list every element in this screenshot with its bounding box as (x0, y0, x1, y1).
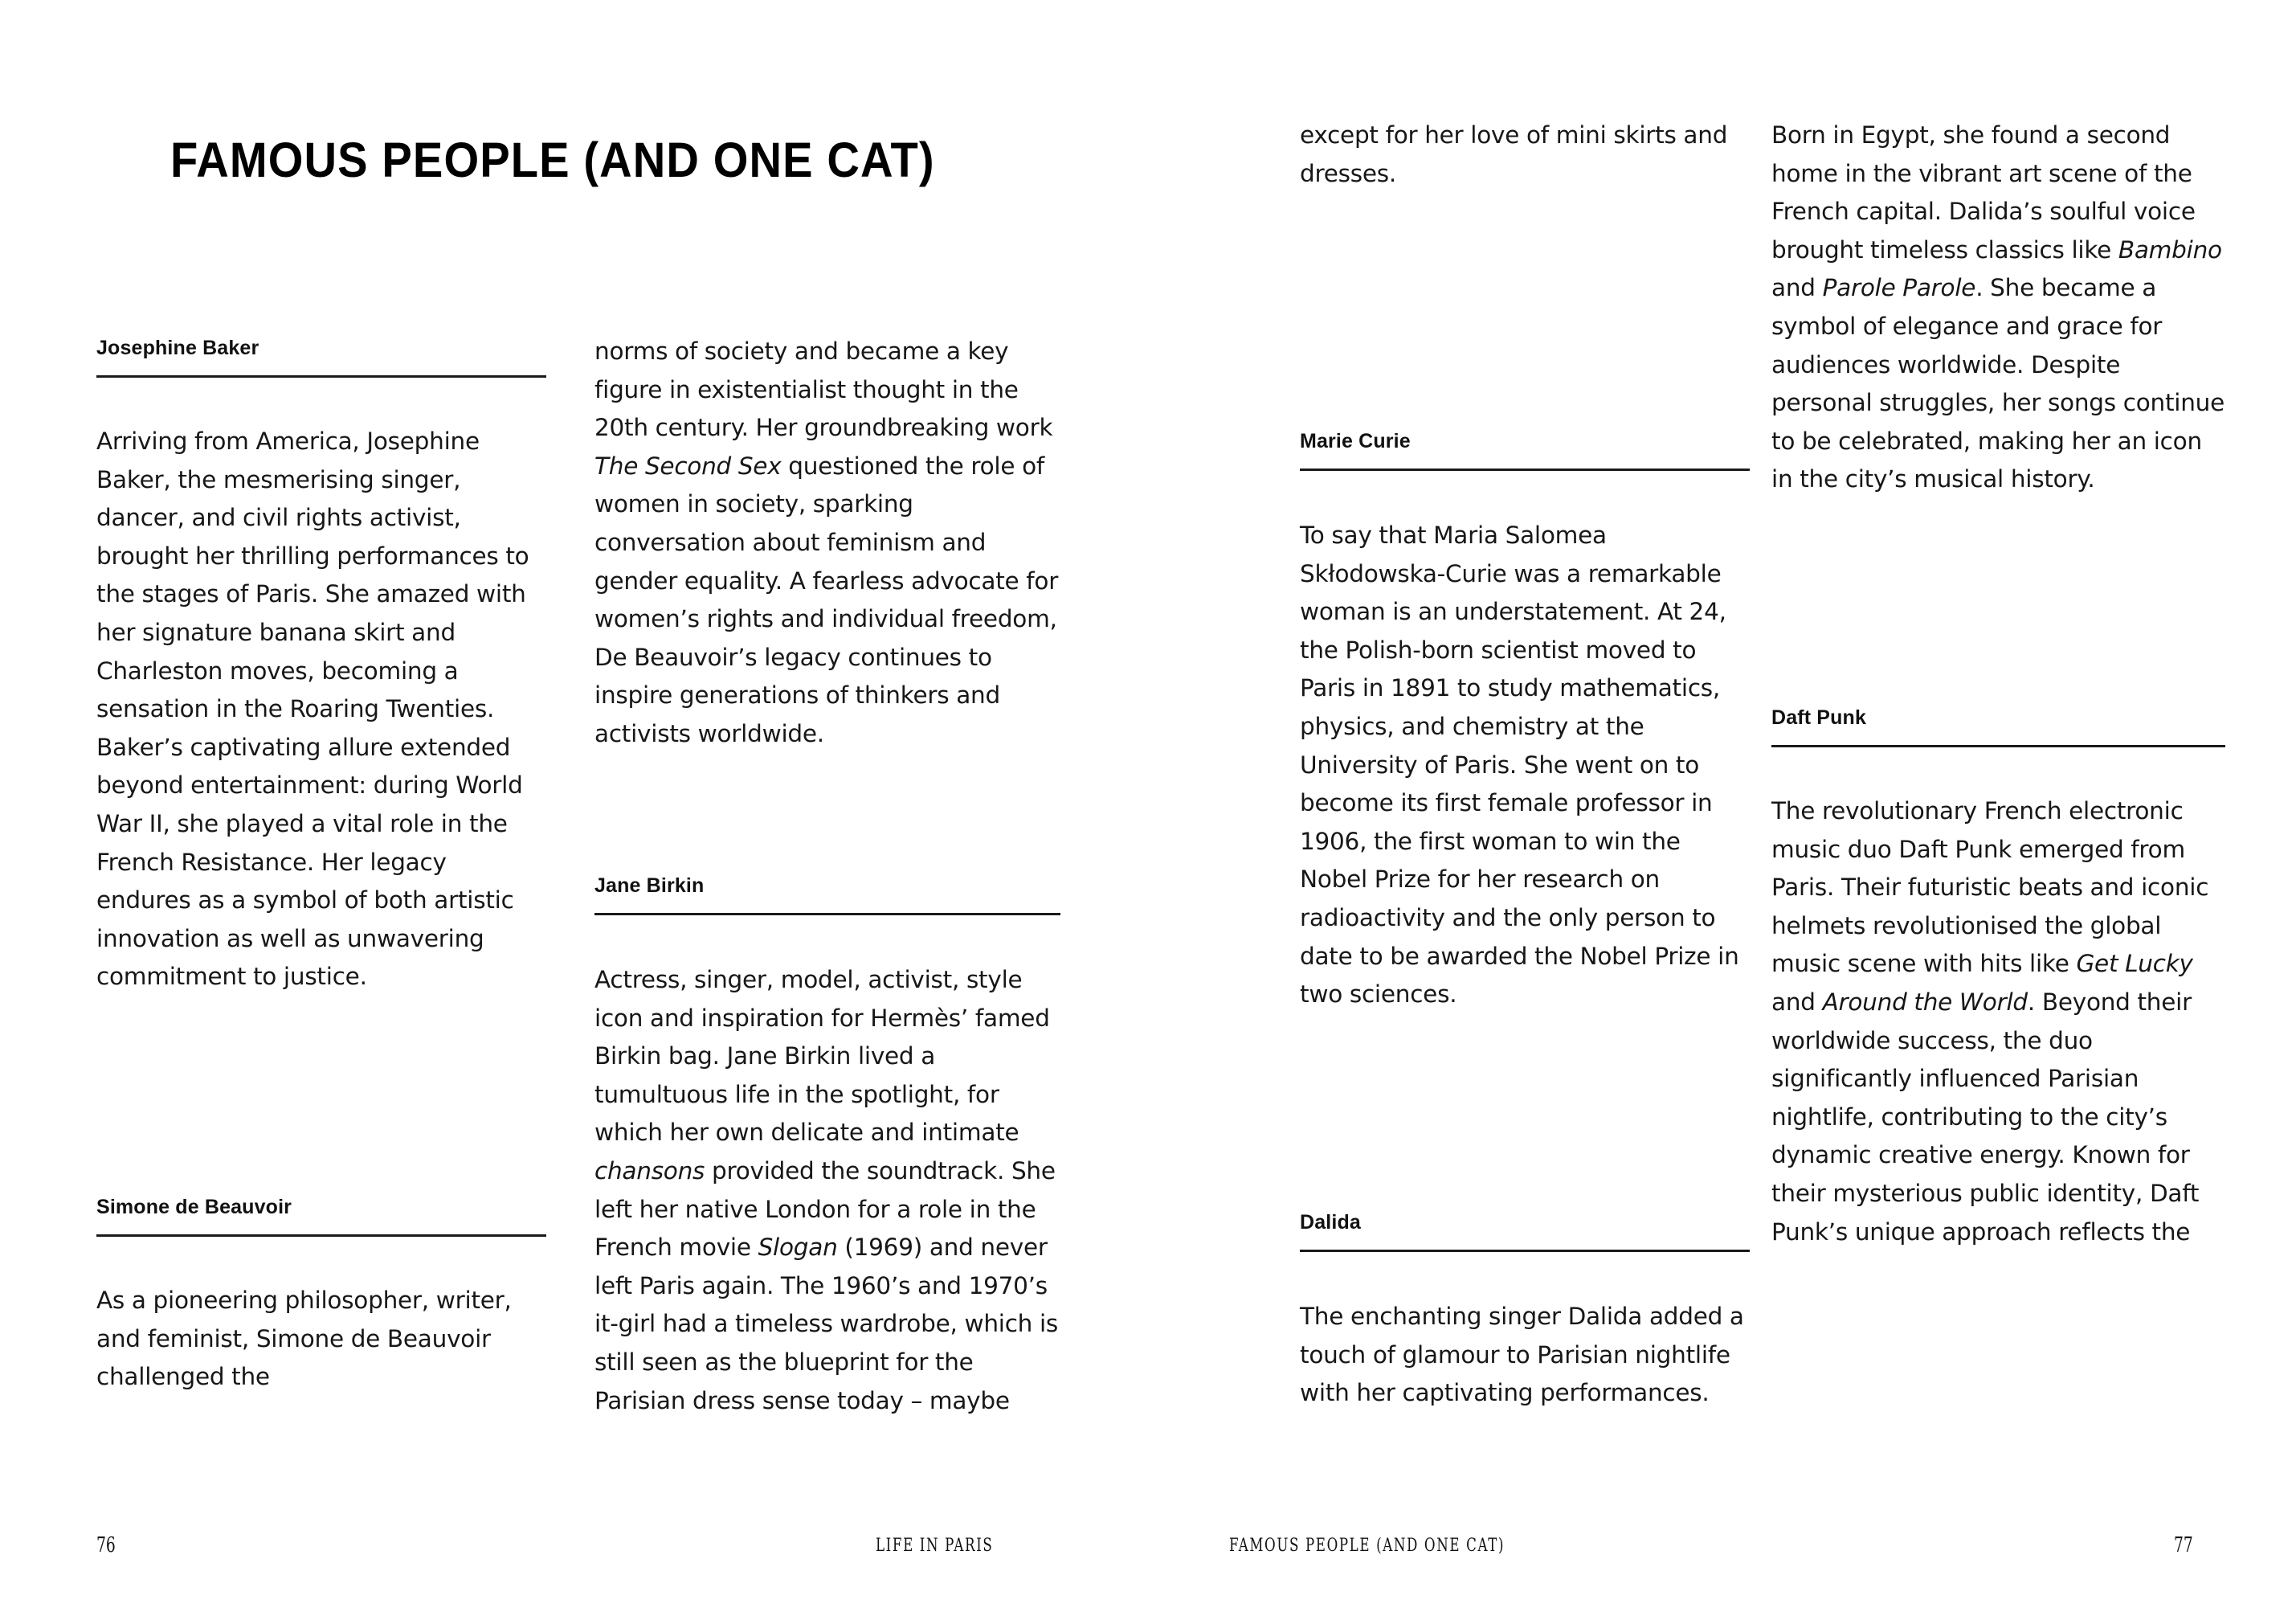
entry-heading-jane-birkin: Jane Birkin (594, 874, 705, 897)
italic-song-title: Bambino (2118, 235, 2222, 264)
body-paragraph: To say that Maria Salomea Skłodowska-Curie was a remarkable woman is an understatement. At 24, the Polish-born scientist moved to Paris in 1891 to study mathematics, physics, and chemistry at the University of Paris. She went on to become its first female professor in 1906, the first woman to win the Nobel Prize for her research on radioactivity and the only person to date to be awarded the Nobel Prize in two sciences. (1300, 522, 1739, 1009)
italic-term: chansons (594, 1156, 705, 1185)
chapter-title: FAMOUS PEOPLE (AND ONE CAT) (170, 132, 935, 187)
running-head-recto: FAMOUS PEOPLE (AND ONE CAT) (1229, 1535, 1505, 1556)
entry-simone-de-beauvoir (96, 1195, 546, 1237)
heading-rule (1300, 1250, 1750, 1252)
entry-heading-daft-punk: Daft Punk (1771, 706, 1867, 729)
paragraph-josephine-baker (96, 423, 546, 996)
text-run: questioned the role of women in society, sparking conversation about feminism and gender equality. A fearless advocate for women’s rights and individual freedom, De Beauvoir’s legacy continues to inspire generations of thinkers and activists worldwide. (594, 452, 1059, 747)
heading-rule (96, 1234, 546, 1237)
entry-josephine-baker (96, 336, 546, 378)
italic-song-title: Around the World (1822, 988, 2028, 1016)
text-run: except for her love of mini skirts and dresses. (1300, 121, 1728, 187)
italic-film-title: Slogan (758, 1234, 838, 1262)
paragraph-simone-de-beauvoir-start (96, 1282, 546, 1397)
entry-daft-punk (1771, 706, 2225, 747)
italic-song-title: Parole Parole (1822, 274, 1976, 302)
entry-dalida (1300, 1210, 1750, 1252)
paragraph-daft-punk (1771, 792, 2225, 1251)
paragraph-jane-birkin (594, 961, 1060, 1420)
paragraph-marie-curie (1300, 517, 1750, 1014)
text-run: norms of society and became a key figure in existentialist thought in the 20th century. Her groundbreaking work (594, 338, 1053, 442)
text-run: provided the soundtrack. She left her native London for a role in the French movie (594, 1156, 1056, 1262)
italic-song-title: Get Lucky (2076, 950, 2193, 978)
italic-work-title: The Second Sex (594, 452, 782, 480)
paragraph-jane-birkin-cont (1300, 117, 1750, 193)
body-paragraph (1771, 792, 2225, 1251)
body-paragraph (1771, 117, 2225, 499)
paragraph-simone-de-beauvoir-cont (594, 333, 1060, 754)
body-paragraph (594, 333, 1060, 754)
text-run: (1969) and never left Paris again. The 1960’s and 1970’s it-girl had a timeless wardrobe, which is still seen as the blueprint for the Parisian dress sense today – maybe (594, 1234, 1059, 1414)
heading-rule (594, 913, 1060, 915)
entry-heading-josephine-baker: Josephine Baker (96, 337, 259, 359)
entry-heading-marie-curie: Marie Curie (1300, 430, 1411, 452)
body-paragraph (1300, 1298, 1750, 1413)
text-run: Actress, singer, model, activist, style icon and inspiration for Hermès’ famed Birkin bag. Jane Birkin lived a tumultuous life in the spotlight, for which her own delicate and intimate (594, 966, 1050, 1147)
heading-rule (96, 375, 546, 378)
text-run: and (1771, 988, 1823, 1016)
entry-heading-simone-de-beauvoir: Simone de Beauvoir (96, 1196, 292, 1218)
body-paragraph (1300, 117, 1750, 193)
body-paragraph (594, 961, 1060, 1420)
entry-marie-curie (1300, 429, 1750, 471)
text-run: The revolutionary French electronic music duo Daft Punk emerged from Paris. Their futuristic beats and iconic helmets revolutionised the global music scene with hits like (1771, 797, 2209, 978)
text-run: Born in Egypt, she found a second home in the vibrant art scene of the French capital. Dalida’s soulful voice brought timeless classics like (1771, 121, 2196, 264)
page-number-recto: 77 (2174, 1533, 2193, 1557)
text-run: The enchanting singer Dalida added a touch of glamour to Parisian nightlife with her captivating performances. (1300, 1303, 1744, 1407)
text-run: . Beyond their worldwide success, the duo significantly influenced Parisian nightlife, contributing to the city’s dynamic creative energy. Known for their mysterious public identity, Daft Punk’s unique approach reflects the (1771, 988, 2200, 1246)
paragraph-dalida-cont (1771, 117, 2225, 499)
heading-rule (1771, 745, 2225, 747)
text-run: . She became a symbol of elegance and grace for audiences worldwide. Despite personal struggles, her songs continue to be celebrated, making her an icon in the city’s musical history. (1771, 274, 2225, 493)
entry-jane-birkin (594, 874, 1060, 915)
body-paragraph: Arriving from America, Josephine Baker, the mesmerising singer, dancer, and civil rights activist, brought her thrilling performances to the stages of Paris. She amazed with her signature banana skirt and Charleston moves, becoming a sensation in the Roaring Twenties. Baker’s captivating allure extended beyond entertainment: during World War II, she played a vital role in the French Resistance. Her legacy endures as a symbol of both artistic innovation as well as unwavering commitment to justice. (96, 428, 529, 991)
paragraph-dalida (1300, 1298, 1750, 1413)
body-paragraph: As a pioneering philosopher, writer, and feminist, Simone de Beauvoir challenged the (96, 1287, 512, 1391)
entry-heading-dalida: Dalida (1300, 1211, 1361, 1234)
running-head-verso: LIFE IN PARIS (876, 1535, 994, 1556)
text-run: and (1771, 274, 1816, 302)
page-number-verso: 76 (96, 1533, 116, 1557)
heading-rule (1300, 469, 1750, 471)
